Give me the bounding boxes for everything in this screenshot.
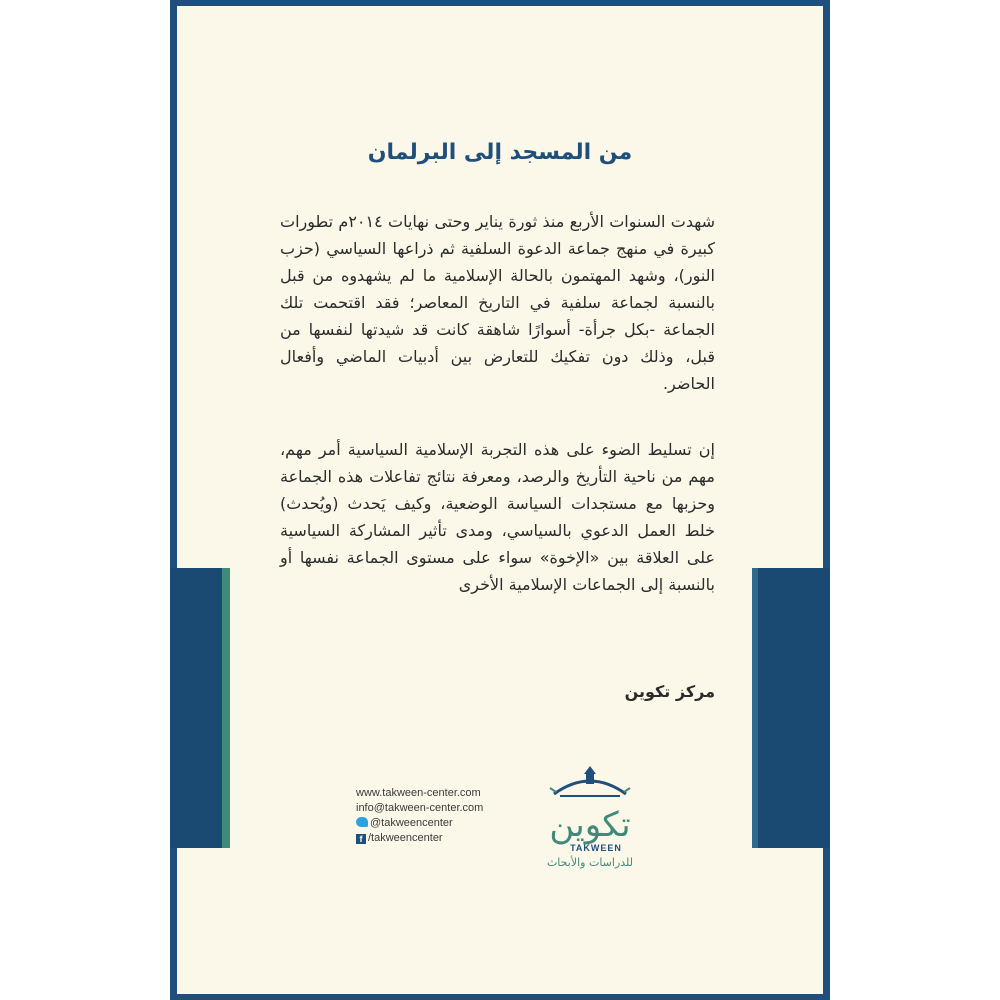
logo-arabic-wordmark: تكوين bbox=[549, 805, 631, 845]
left-decorative-band bbox=[170, 568, 230, 848]
blurb-paragraph-1: شهدت السنوات الأربع منذ ثورة يناير وحتى نهايات ٢٠١٤م تطورات كبيرة في منهج جماعة الدعوة السلفية ثم ذراعها السياسي (حزب النور)، وشهد المهتمون بالحالة الإسلامية ما لم يشهدوه من قبل بالنسبة لجماعة سلفية في التاريخ المعاصر؛ فقد اقتحمت تلك الجماعة -بكل جرأة- أسوارًا شاهقة كانت قد شيدتها لنفسها من قبل، وذلك دون تفكيك للتعارض بين أدبيات الماضي وأفعال الحاضر. bbox=[280, 212, 716, 393]
twitter-icon bbox=[356, 817, 368, 827]
facebook-icon: f bbox=[356, 834, 366, 844]
twitter-handle-text: @takweencenter bbox=[370, 817, 453, 829]
website-link[interactable]: www.takween-center.com bbox=[356, 787, 481, 799]
right-decorative-band bbox=[752, 568, 830, 848]
contact-block bbox=[356, 786, 556, 846]
left-band-accent bbox=[222, 568, 230, 848]
book-title: من المسجد إلى البرلمان bbox=[367, 140, 633, 165]
facebook-handle[interactable] bbox=[356, 831, 556, 846]
publisher-signature: مركز تكوين bbox=[624, 682, 715, 701]
facebook-handle-text: /takweencenter bbox=[368, 832, 443, 844]
right-band-accent bbox=[752, 568, 758, 848]
twitter-handle[interactable] bbox=[356, 816, 556, 831]
blurb-paragraph-2: إن تسليط الضوء على هذه التجربة الإسلامية السياسية أمر مهم، مهم من ناحية التأريخ والرصد، ومعرفة نتائج تفاعلات هذه الجماعة وحزبها مع مستجدات السياسة الوضعية، وكيف يَحدث (ويُحدث) خلط العمل الدعوي بالسياسي، ومدى تأثير المشاركة السياسية على العلاقة بين «الإخوة» سواء على مستوى الجماعة نفسها أو بالنسبة إلى الجماعات الإسلامية الأخرى bbox=[280, 440, 715, 594]
email-link[interactable]: info@takween-center.com bbox=[356, 802, 484, 814]
logo-tagline: للدراسات والأبحاث bbox=[546, 856, 634, 869]
takween-logo bbox=[530, 758, 650, 870]
logo-brand-name: TAKWEEN bbox=[570, 843, 622, 853]
logo-arch-icon bbox=[550, 766, 630, 796]
